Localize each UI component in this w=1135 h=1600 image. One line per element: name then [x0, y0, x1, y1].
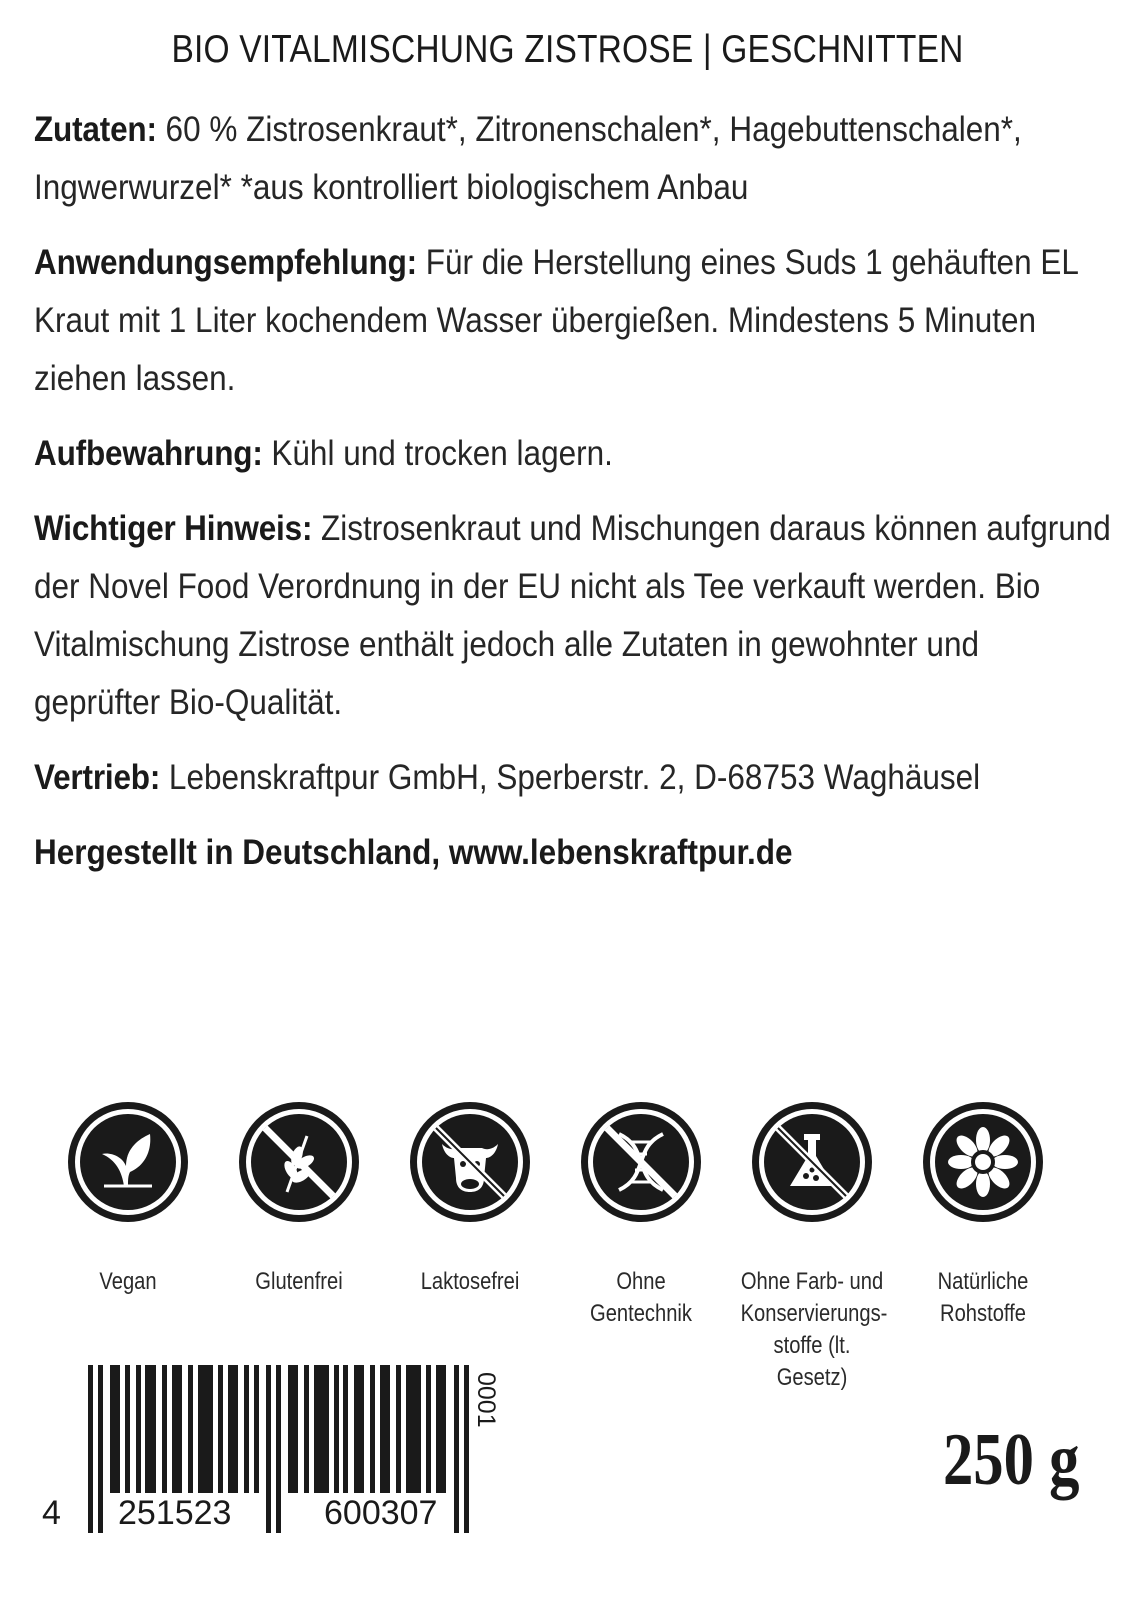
ingredients-label: Zutaten:	[34, 110, 157, 149]
badge-vegan-label: Vegan	[99, 1268, 157, 1295]
vegan-leaf-icon	[66, 1100, 190, 1224]
net-weight: 250 g	[942, 1419, 1079, 1501]
badge-gluten-free	[214, 1100, 384, 1298]
badge-row	[0, 1100, 1135, 1391]
storage-text: Kühl und trocken lagern.	[262, 434, 613, 473]
distribution-label: Vertrieb:	[34, 758, 161, 797]
badge-lactose-free	[385, 1100, 555, 1298]
storage-paragraph	[34, 425, 1112, 483]
badge-gmo-free-label: Ohne Gentechnik	[590, 1268, 692, 1327]
distribution-text: Lebenskraftpur GmbH, Sperberstr. 2, D-68753 Waghäusel	[160, 758, 981, 797]
barcode	[42, 1365, 540, 1535]
storage-label: Aufbewahrung:	[34, 434, 263, 473]
usage-paragraph	[34, 234, 1112, 408]
barcode-first-digit: 4	[42, 1494, 61, 1532]
notice-paragraph	[34, 500, 1112, 732]
natural-flower-icon	[921, 1100, 1045, 1224]
badge-no-additives-label: Ohne Farb- und Konservierungs- stoffe (lt. Gesetz)	[740, 1268, 888, 1391]
barcode-side-code: 0001	[472, 1372, 500, 1428]
badge-no-additives	[727, 1100, 897, 1394]
badge-natural-label: Natürliche Rohstoffe	[937, 1268, 1029, 1327]
usage-label: Anwendungsempfehlung:	[34, 243, 417, 282]
badge-lactose-free-label: Laktosefrei	[420, 1268, 520, 1295]
badge-gmo-free	[556, 1100, 726, 1330]
product-title: BIO VITALMISCHUNG ZISTROSE | GESCHNITTEN	[171, 28, 964, 71]
distribution-paragraph	[34, 749, 1112, 807]
label-text-block	[34, 101, 1112, 899]
ingredients-text: 60 % Zistrosenkraut*, Zitronenschalen*, Hagebuttenschalen*, Ingwerwurzel* *aus kontrolliert biologischem Anbau	[34, 110, 1022, 207]
barcode-right-group: 600307	[324, 1494, 438, 1532]
badge-vegan	[43, 1100, 213, 1298]
barcode-left-group: 251523	[118, 1494, 232, 1532]
lactose-free-icon	[408, 1100, 532, 1224]
badge-gluten-free-label: Glutenfrei	[255, 1268, 343, 1295]
usage-text: Für die Herstellung eines Suds 1 gehäuften EL Kraut mit 1 Liter kochendem Wasser übergießen. Mindestens 5 Minuten ziehen lassen.	[34, 243, 1078, 398]
gluten-free-icon	[237, 1100, 361, 1224]
badge-natural	[898, 1100, 1068, 1330]
gmo-free-icon	[579, 1100, 703, 1224]
ingredients-paragraph	[34, 101, 1112, 217]
made-in-line: Hergestellt in Deutschland, www.lebenskraftpur.de	[34, 833, 793, 872]
notice-text: Zistrosenkraut und Mischungen daraus können aufgrund der Novel Food Verordnung in der EU nicht als Tee verkauft werden. Bio Vitalmischung Zistrose enthält jedoch alle Zutaten in gewohnter und geprüfter Bio-Qualität.	[34, 509, 1111, 722]
notice-label: Wichtiger Hinweis:	[34, 509, 313, 548]
no-additives-icon	[750, 1100, 874, 1224]
